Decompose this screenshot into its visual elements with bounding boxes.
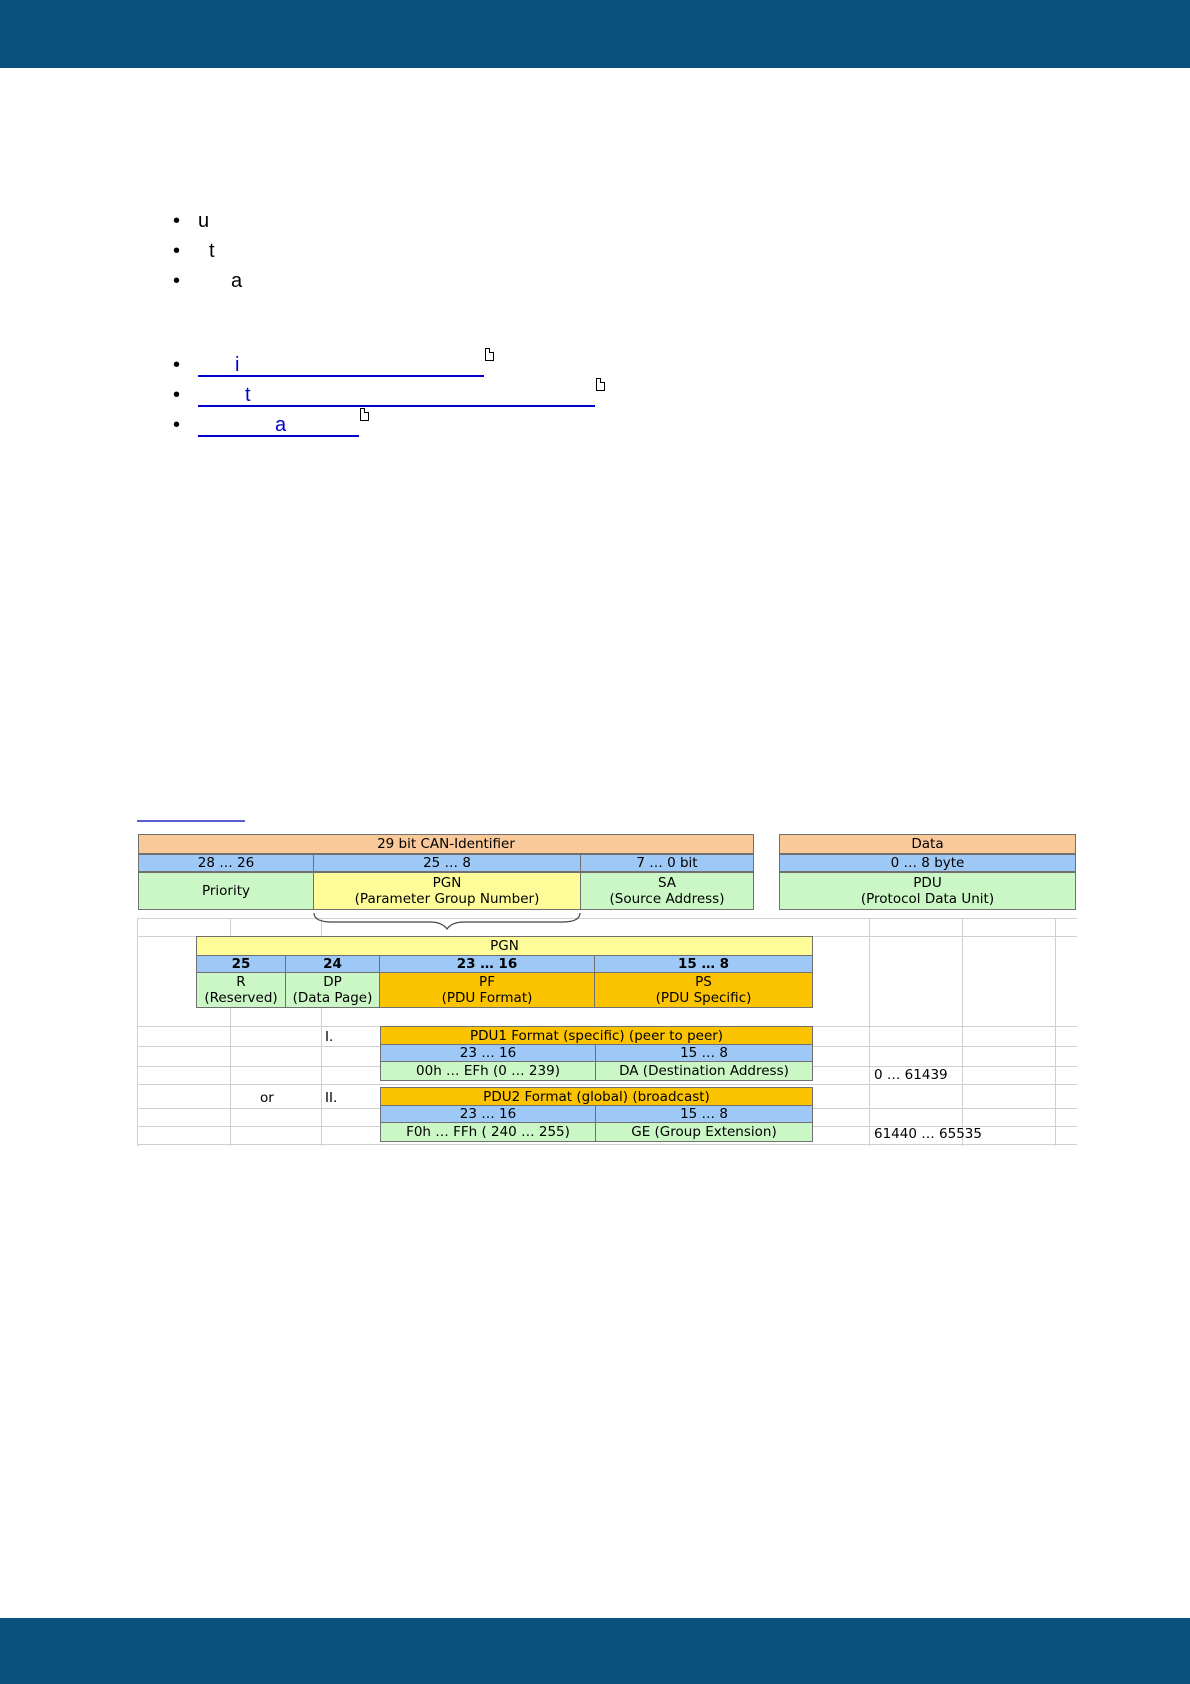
can-identifier-header: 29 bit CAN-Identifier [138, 834, 754, 854]
can-identifier-diagram [137, 826, 1077, 1146]
pdu2-title: PDU2 Format (global) (broadcast) [380, 1087, 813, 1106]
document-link[interactable]: a [198, 410, 359, 437]
pgn-bit-25: 25 [196, 955, 286, 973]
pdu-cell: PDU (Protocol Data Unit) [779, 872, 1076, 910]
data-page-cell: DP (Data Page) [285, 972, 380, 1008]
pgn-cell: PGN (Parameter Group Number) [313, 872, 581, 910]
bits-7-0: 7 … 0 bit [580, 854, 754, 872]
pdu1-pgn-range: 0 … 61439 [874, 1067, 948, 1083]
bytes-0-8: 0 … 8 byte [779, 854, 1076, 872]
link-underline [137, 820, 245, 822]
document-icon [360, 408, 369, 421]
pdu2-pgn-range: 61440 … 65535 [874, 1126, 982, 1142]
bits-28-26: 28 … 26 [138, 854, 314, 872]
pgn-bits-23-16: 23 … 16 [379, 955, 595, 973]
marker-2: II. [325, 1090, 338, 1106]
document-link[interactable]: i [198, 350, 484, 377]
pdu2-range: F0h … FFh ( 240 … 255) [380, 1122, 596, 1142]
pgn-bits-15-8: 15 … 8 [594, 955, 813, 973]
document-link[interactable]: t [198, 380, 595, 407]
pgn-title: PGN [196, 936, 813, 956]
pdu2-group-extension: GE (Group Extension) [595, 1122, 813, 1142]
pdu1-range: 00h … EFh (0 … 239) [380, 1061, 596, 1081]
pdu1-destination-address: DA (Destination Address) [595, 1061, 813, 1081]
pdu1-bits-23-16: 23 … 16 [380, 1044, 596, 1062]
sa-cell: SA (Source Address) [580, 872, 754, 910]
pdu1-bits-15-8: 15 … 8 [595, 1044, 813, 1062]
document-icon [596, 378, 605, 391]
document-icon [485, 348, 494, 361]
pdu2-bits-15-8: 15 … 8 [595, 1105, 813, 1123]
list-item-text: t [209, 240, 215, 262]
pdu1-title: PDU1 Format (specific) (peer to peer) [380, 1026, 813, 1045]
pgn-bit-24: 24 [285, 955, 380, 973]
or-label: or [260, 1090, 274, 1106]
list-item-text: a [231, 270, 243, 292]
header-band [0, 0, 1190, 68]
brace-connector [312, 912, 582, 930]
pdu2-bits-23-16: 23 … 16 [380, 1105, 596, 1123]
priority-cell: Priority [138, 872, 314, 910]
pdu-specific-cell: PS (PDU Specific) [594, 972, 813, 1008]
pdu-format-cell: PF (PDU Format) [379, 972, 595, 1008]
marker-1: I. [325, 1029, 334, 1045]
data-header: Data [779, 834, 1076, 854]
reserved-cell: R (Reserved) [196, 972, 286, 1008]
footer-band [0, 1618, 1190, 1684]
list-item-text: u [198, 210, 210, 232]
bits-25-8: 25 … 8 [313, 854, 581, 872]
